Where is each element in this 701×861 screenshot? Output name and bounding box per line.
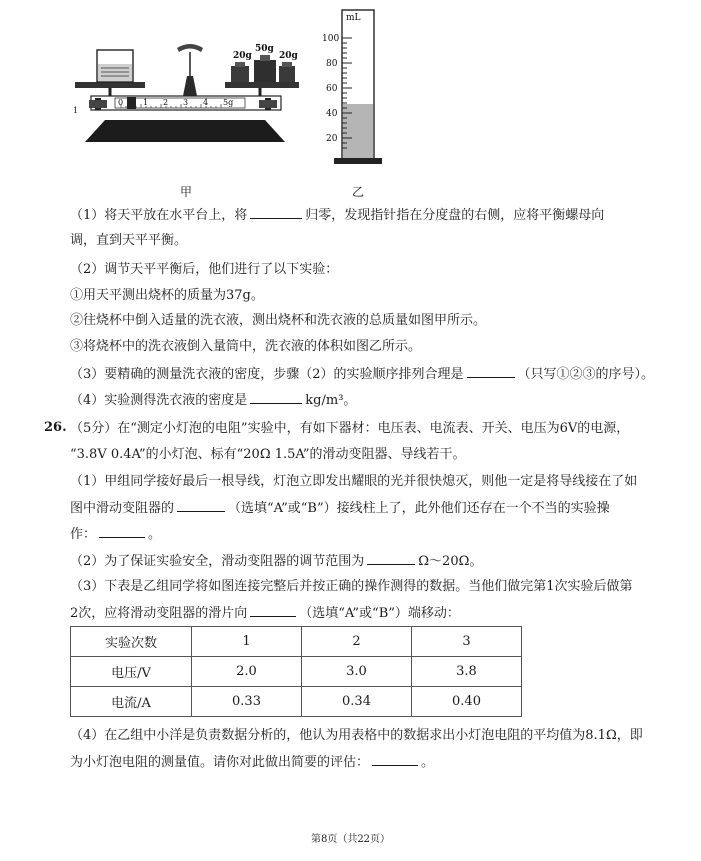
cylinder-tick-40: 40: [326, 109, 338, 119]
q25-part3: （3）要精确的测量洗衣液的密度，步骤（2）的实验顺序排列合理是 （只写①②③的序号）。: [70, 367, 655, 382]
table-cell: 电压/V: [71, 657, 192, 687]
table-header-cell: 1: [192, 627, 302, 657]
weight-label-2: 50g: [255, 44, 274, 54]
figure-caption-yi: 乙: [352, 185, 365, 199]
table-row: [71, 687, 522, 717]
table-cell: 2.0: [192, 657, 302, 687]
q26-part3-line2: 2次，应将滑动变阻器的滑片向 （选填“A”或“B”）端移动：: [70, 606, 460, 621]
q26-part1-line1: （1）甲组同学接好最后一根导线，灯泡立即发出耀眼的光并很快熄灭，则他一定是将导线接在了如: [70, 474, 638, 489]
q26-part3-line1: （3）下表是乙组同学将如图连接完整后并按正确的操作测得的数据。当他们做完第1次实验后做第: [70, 579, 633, 594]
q26-intro-line2: “3.8V 0.4A”的小灯泡、标有“20Ω 1.5A”的滑动变阻器、导线若干。: [70, 447, 466, 462]
q25-part2: （2）调节天平平衡后，他们进行了以下实验：: [70, 262, 339, 277]
figure-caption-jia: 甲: [180, 185, 193, 199]
q25-part1-line1: （1）将天平放在水平台上，将 归零，发现指针指在分度盘的右侧，应将平衡螺母向: [70, 208, 605, 223]
table-cell: 0.33: [192, 687, 302, 717]
balance-figure: [55, 38, 315, 150]
q26-part2: （2）为了保证实验安全，滑动变阻器的调节范围为 Ω～20Ω。: [70, 554, 483, 569]
table-cell: 电流/A: [71, 687, 192, 717]
cylinder-unit: mL: [346, 13, 361, 23]
cylinder-tick-100: 100: [322, 34, 340, 44]
q26-part4-line1: （4）在乙组中小洋是负责数据分析的，他认为用表格中的数据求出小灯泡电阻的平均值为8.1Ω，即: [70, 728, 643, 743]
scale-tick-2: 2: [163, 98, 169, 107]
q25-part1-line2: 调，直到天平平衡。: [70, 233, 188, 248]
scale-tick-5: 5g: [223, 98, 234, 107]
table-cell: 0.40: [412, 687, 522, 717]
cylinder-tick-80: 80: [326, 59, 338, 69]
table-header-cell: 3: [412, 627, 522, 657]
q25-step2: ②往烧杯中倒入适量的洗衣液，测出烧杯和洗衣液的总质量如图甲所示。: [70, 313, 487, 328]
side-label: 1: [73, 106, 79, 115]
table-cell: 3.8: [412, 657, 522, 687]
table-header-cell: 实验次数: [71, 627, 192, 657]
q26-part1-line2: 图中滑动变阻器的 （选填“A”或“B”）接线柱上了，此外他们还存在一个不当的实验操: [70, 501, 610, 516]
q26-part1-line3: 作： 。: [70, 527, 162, 542]
table-cell: 3.0: [302, 657, 412, 687]
data-table: [70, 626, 522, 717]
q26-number: 26.: [44, 420, 67, 435]
table-header-cell: 2: [302, 627, 412, 657]
q26-intro-line1: （5分）在“测定小灯泡的电阻”实验中，有如下器材：电压表、电流表、开关、电压为6V的电源，: [70, 421, 630, 436]
cylinder-figure: [320, 6, 390, 174]
q26-part4-line2: 为小灯泡电阻的测量值。请你对此做出简要的评估： 。: [70, 755, 435, 770]
scale-tick-4: 4: [203, 98, 209, 107]
q25-step1: ①用天平测出烧杯的质量为37g。: [70, 288, 264, 303]
scale-tick-1: 1: [143, 98, 149, 107]
weight-label-3: 20g: [279, 51, 298, 61]
q25-part4: （4）实验测得洗衣液的密度是 kg/m³。: [70, 393, 357, 408]
table-row: [71, 657, 522, 687]
q25-step3: ③将烧杯中的洗衣液倒入量筒中，洗衣液的体积如图乙所示。: [70, 339, 422, 354]
cylinder-tick-20: 20: [326, 134, 338, 144]
page-footer: 第8页（共22页）: [310, 834, 391, 845]
weight-label-1: 20g: [233, 51, 252, 61]
scale-tick-3: 3: [183, 98, 189, 107]
table-header-row: [71, 627, 522, 657]
cylinder-tick-60: 60: [326, 84, 338, 94]
cylinder-liquid: [343, 104, 373, 158]
table-cell: 0.34: [302, 687, 412, 717]
scale-tick-0: 0: [118, 98, 124, 107]
